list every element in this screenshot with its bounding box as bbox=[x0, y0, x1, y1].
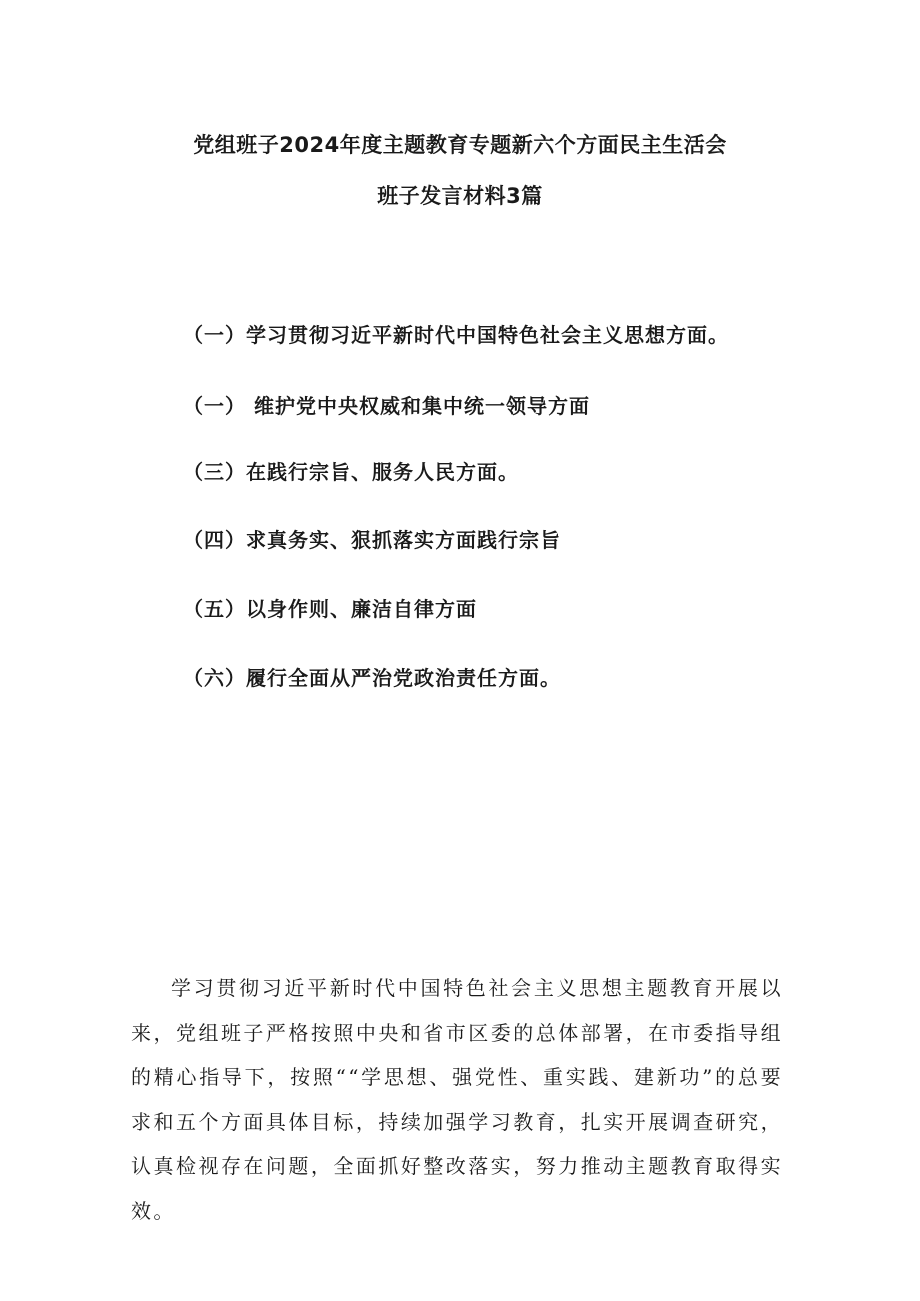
body-paragraph: 学习贯彻习近平新时代中国特色社会主义思想主题教育开展以来，党组班子严格按照中央和省市区委的总体部署，在市委指导组的精心指导下，按照““学思想、强党性、重实践、建新功”的总要求和五个方面具体目标，持续加强学习教育，扎实开展调查研究，认真检视存在问题，全面抓好整改落实，努力推动主题教育取得实效。 bbox=[131, 976, 783, 1223]
outline-item-4: （四）求真务实、狠抓落实方面践行宗旨 bbox=[183, 528, 561, 552]
outline-item-2: （一） 维护党中央权威和集中统一领导方面 bbox=[183, 394, 590, 418]
outline-item-1: （一）学习贯彻习近平新时代中国特色社会主义思想方面。 bbox=[183, 323, 729, 347]
document-title-line-2: 班子发言材料3篇 bbox=[377, 184, 543, 208]
outline-item-5: （五）以身作则、廉洁自律方面 bbox=[183, 597, 477, 621]
outline-item-6: （六）履行全面从严治党政治责任方面。 bbox=[183, 666, 561, 690]
document-title-line-1: 党组班子2024年度主题教育专题新六个方面民主生活会 bbox=[193, 133, 727, 157]
outline-item-3: （三）在践行宗旨、服务人民方面。 bbox=[183, 460, 519, 484]
